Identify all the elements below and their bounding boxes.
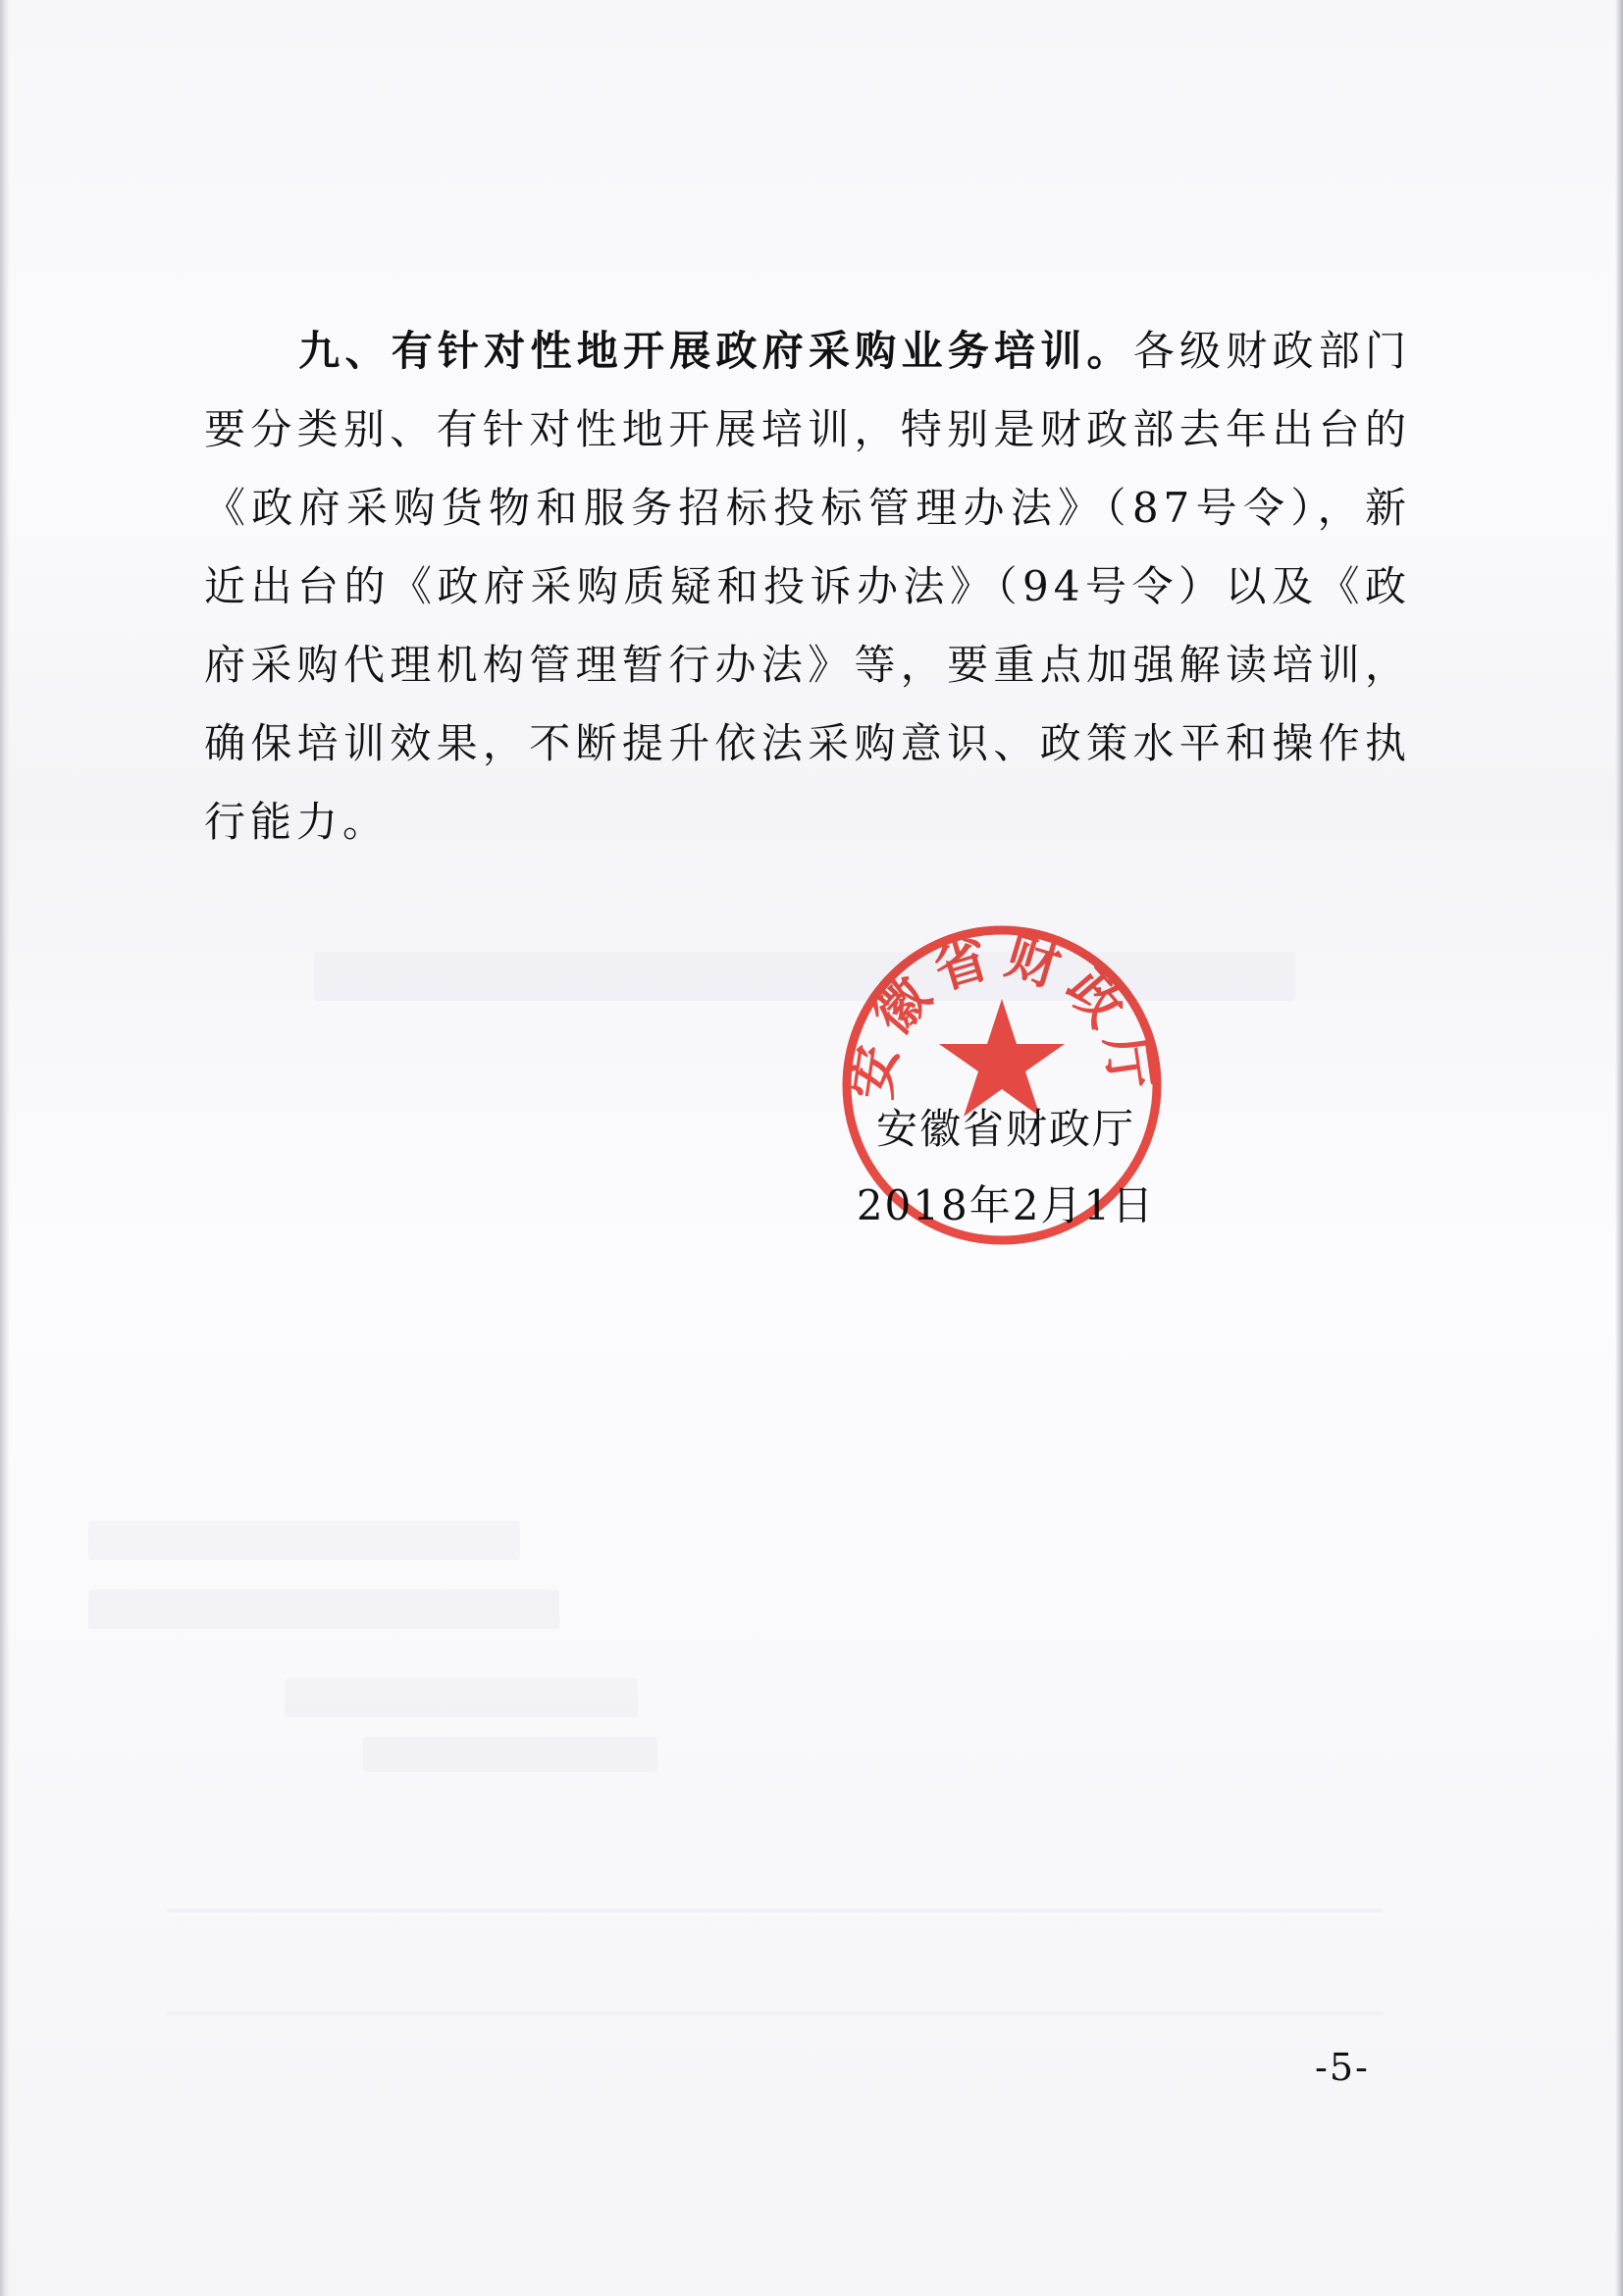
body-paragraph <box>204 312 1411 861</box>
scan-edge-left <box>0 0 10 2296</box>
bleed-through-shadow <box>88 1590 559 1629</box>
signature-date: 2018年2月1日 <box>856 1181 1156 1229</box>
bleed-through-shadow <box>167 1908 1384 1912</box>
bleed-through-shadow <box>363 1737 657 1772</box>
page-number: -5- <box>1315 2046 1370 2089</box>
bleed-through-shadow <box>167 2011 1384 2015</box>
star-icon <box>939 999 1065 1117</box>
seal-text: 安徽省财政厅 <box>840 923 1164 1104</box>
section-heading: 九、有针对性地开展政府采购业务培训。 <box>298 327 1133 375</box>
scan-edge-right <box>1615 0 1623 2296</box>
official-seal <box>839 922 1165 1248</box>
signature-organization: 安徽省财政厅 <box>875 1105 1135 1153</box>
bleed-through-shadow <box>285 1678 638 1717</box>
paragraph-text: 各级财政部门要分类别、有针对性地开展培训，特别是财政部去年出台的《政府采购货物和服务招标投标管理办法》（87号令），新近出台的《政府采购质疑和投诉办法》（94号令）以及《政府采购代理机构管理暂行办法》等，要重点加强解读培训，确保培训效果，不断提升依法采购意识、政策水平和操作执行能力。 <box>204 327 1411 846</box>
bleed-through-shadow <box>88 1521 520 1560</box>
